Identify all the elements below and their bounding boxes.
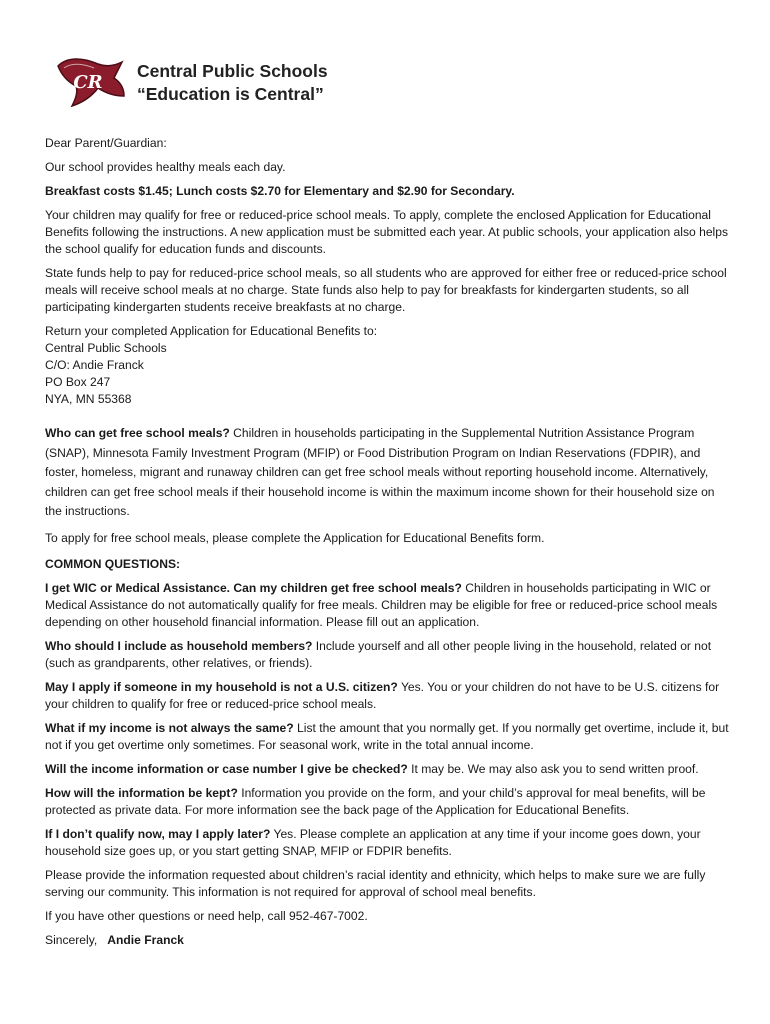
faq-item [45, 679, 733, 713]
faq-question: What if my income is not always the same? [45, 720, 294, 735]
org-motto: “Education is Central” [137, 84, 324, 104]
faq-question: I get WIC or Medical Assistance. Can my children get free school meals? [45, 580, 462, 595]
school-logo-flag [54, 52, 126, 118]
closing: Sincerely, [45, 932, 98, 947]
faq-item [45, 720, 733, 754]
return-address [45, 340, 733, 408]
faq-item [45, 761, 733, 778]
signer-name: Andie Franck [107, 932, 184, 947]
faq-answer: Children in households participating in WIC or Medical Assistance do not automatically qualify for free meals. Children may be eligible for free or reduced-price school meals depending on other household financial information. Please fill out an application. [45, 580, 718, 629]
who-free-paragraph [45, 424, 733, 522]
faq-answer: Yes. You or your children do not have to be U.S. citizens for your children to qualify for free or reduced-price school meals. [45, 679, 720, 711]
question: Who can get free school meals? [45, 426, 230, 440]
signature-line [45, 932, 733, 949]
logo-lettering: CR [73, 72, 103, 93]
apply-paragraph: Your children may qualify for free or reduced-price school meals. To apply, complete the enclosed Application for Educational Benefits following the instructions. A new application must be submitted each year. At public schools, your application also helps the school qualify for education funds and discounts. [45, 208, 729, 256]
faq-answer: Include yourself and all other people living in the household, related or not (such as grandparents, other relatives, or friends). [45, 638, 712, 670]
faq-question: Who should I include as household members? [45, 638, 313, 653]
address-line: NYA, MN 55368 [45, 392, 132, 406]
apply-free-paragraph: To apply for free school meals, please complete the Application for Educational Benefits form. [45, 530, 545, 545]
faq-item [45, 638, 733, 672]
org-name: Central Public Schools [137, 61, 328, 81]
race-paragraph: Please provide the information requested about children’s racial identity and ethnicity, which helps to make sure we are fully serving our community. This information is not required for approval of school meal benefits. [45, 867, 706, 899]
faq-item [45, 580, 733, 631]
faq-item [45, 826, 733, 860]
answer: Children in households participating in the Supplemental Nutrition Assistance Program (SNAP), Minnesota Family Investment Program (MFIP) or Food Distribution Program on Indian Reservations (FDPIR), and foster, homeless, migrant and runaway children can get free school meals without reporting household income. Alternatively, children can get free school meals if their household income is within the maximum income shown for their household size on the instructions. [45, 426, 715, 518]
faq-question: Will the income information or case number I give be checked? [45, 761, 408, 776]
address-line: PO Box 247 [45, 375, 111, 389]
faq-answer: Yes. Please complete an application at any time if your income goes down, your household size goes up, or you start getting SNAP, MFIP or FDPIR benefits. [45, 826, 701, 858]
address-line: C/O: Andie Franck [45, 358, 144, 372]
faq-question: How will the information be kept? [45, 785, 238, 800]
address-line: Central Public Schools [45, 341, 167, 355]
faq-item [45, 785, 733, 819]
faq-answer: It may be. We may also ask you to send written proof. [407, 761, 699, 776]
meal-prices: Breakfast costs $1.45; Lunch costs $2.70 for Elementary and $2.90 for Secondary. [45, 184, 515, 198]
state-funds-paragraph: State funds help to pay for reduced-price school meals, so all students who are approved for either free or reduced-price school meals will receive school meals at no charge. State funds also help to pay for breakfasts for kindergarten students, so all participating kindergarten students receive breakfasts at no charge. [45, 266, 727, 314]
return-label: Return your completed Application for Educational Benefits to: [45, 324, 378, 338]
faq-question: If I don’t qualify now, may I apply later? [45, 826, 271, 841]
faq-question: May I apply if someone in my household is not a U.S. citizen? [45, 679, 398, 694]
letter-body [45, 135, 733, 956]
letterhead [137, 60, 328, 106]
common-questions-heading: COMMON QUESTIONS: [45, 556, 181, 571]
help-paragraph: If you have other questions or need help, call 952-467-7002. [45, 908, 368, 923]
greeting: Dear Parent/Guardian: [45, 136, 167, 150]
faq-answer: Information you provide on the form, and your child’s approval for meal benefits, will be protected as private data. For more information see the back page of the Application for Educational Benefits. [45, 785, 706, 817]
faq-answer: List the amount that you normally get. If you normally get overtime, include it, but not if you get overtime only sometimes. For seasonal work, write in the total annual income. [45, 720, 729, 752]
intro-paragraph: Our school provides healthy meals each day. [45, 160, 286, 174]
